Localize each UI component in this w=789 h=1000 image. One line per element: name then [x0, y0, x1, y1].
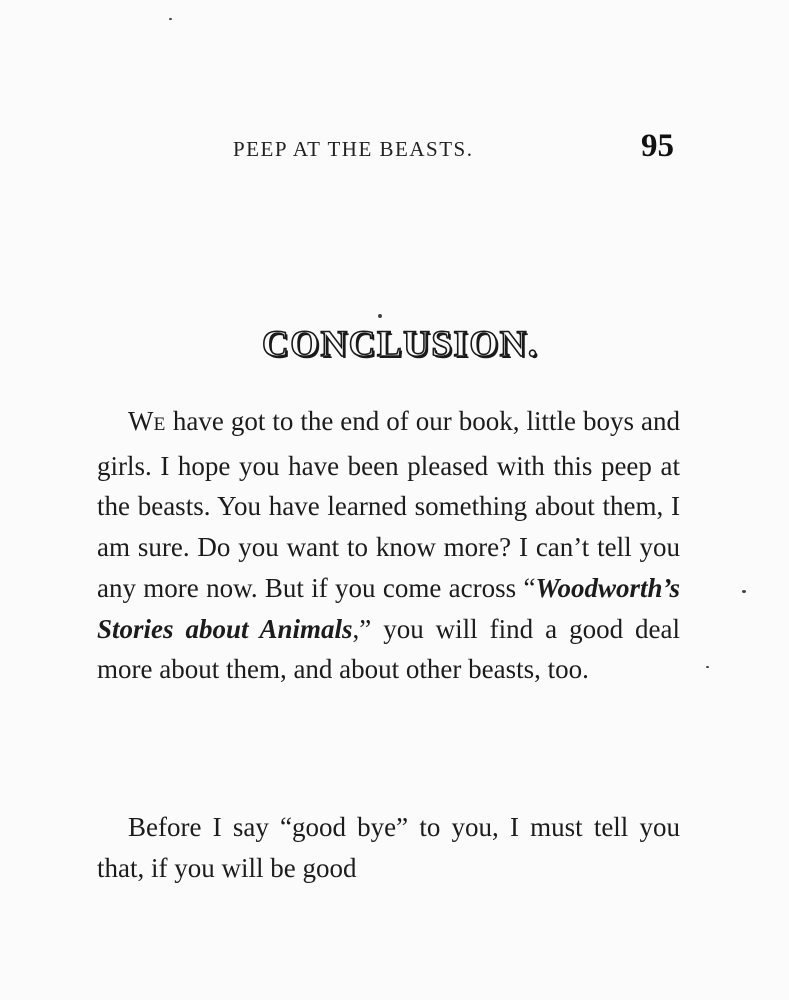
body-paragraph-2 — [97, 807, 680, 888]
running-head: PEEP AT THE BEASTS. — [233, 137, 474, 161]
body-paragraph-1 — [97, 401, 680, 690]
drop-letter: W — [128, 406, 154, 436]
chapter-title: CONCLUSION. — [262, 324, 539, 365]
book-title-reference: Woodworth’s Stories about Animals — [97, 572, 680, 644]
paragraph-1-part-b: ,” you will find a good deal more about them, and about other beasts, too. — [97, 613, 680, 685]
ink-speck — [742, 590, 746, 593]
paragraph-2-text: Before I say “good bye” to you, I must tell you that, if you will be good — [97, 812, 680, 883]
page-number: 95 — [641, 128, 674, 164]
paragraph-1-part-a: have got to the end of our book, little boys and girls. I hope you have been pleased with this peep at the beasts. You have learned something about them, I am sure. Do you want to know more? I can’t tell you any more now. But if you come across “ — [97, 406, 680, 603]
small-caps-letter: E — [153, 414, 166, 435]
ink-speck — [169, 18, 172, 20]
ink-speck — [706, 666, 709, 668]
paragraph-1-text — [97, 401, 680, 690]
ink-speck — [378, 314, 382, 318]
